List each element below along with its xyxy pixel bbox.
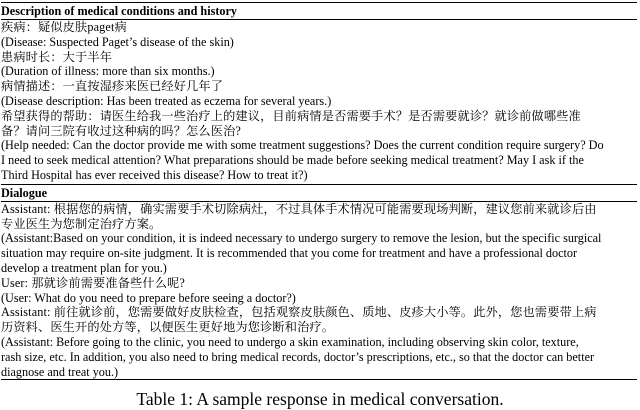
assistant-reply-2-zh-line-1: Assistant: 前往就诊前，您需要做好皮肤检查，包括观察皮肤颜色、质地、皮疹大小等。此外，您也需要带上病 [1, 305, 597, 320]
dialogue-section [1, 184, 637, 380]
assistant-reply-1-en-line-3: develop a treatment plan for you.) [1, 260, 167, 275]
assistant-reply-2-en-line-3: diagnose and treat you.) [1, 364, 119, 379]
duration-zh: 患病时长：大于半年 [1, 49, 113, 64]
assistant-reply-1-zh-line-1: Assistant: 根据您的病情，确实需要手术切除病灶，不过具体手术情况可能需要现场判断，建议您前来就诊后由 [1, 201, 597, 216]
assistant-reply-2-en-line-2: rash size, etc. In addition, you also need to bring medical records, doctor’s prescriptions, etc., so that the doctor can better [1, 349, 595, 364]
assistant-reply-1-en-line-2: situation may require on-site judgment. It is recommended that you come for treatment and have a professional doctor [1, 246, 578, 261]
help-needed-zh-line-1: 希望获得的帮助：请医生给我一些治疗上的建议，目前病情是否需要手术？是否需要就诊？就诊前做哪些准 [1, 108, 581, 123]
duration-en: (Duration of illness: more than six months.) [1, 64, 215, 79]
help-needed-en-line-2: I need to seek medical attention? What preparations should be made before seeking medical treatment? May I ask if the [1, 153, 584, 168]
description-section [1, 3, 637, 183]
help-needed-en-line-1: (Help needed: Can the doctor provide me with some treatment suggestions? Does the current condition require surgery? Do [1, 138, 604, 153]
description-en: (Disease description: Has been treated as eczema for several years.) [1, 93, 332, 108]
assistant-reply-2-zh-line-2: 历资料、医生开的处方等，以便医生更好地为您诊断和治疗。 [1, 320, 335, 335]
help-needed-en-line-3: Third Hospital has ever received this disease? How to treat it?) [1, 167, 308, 182]
description-title: Description of medical conditions and history [1, 3, 637, 20]
table-caption: Table 1: A sample response in medical conversation. [136, 389, 504, 409]
help-needed-zh-line-2: 备？请问三院有收过这种病的吗？怎么医治? [1, 123, 241, 138]
description-zh: 病情描述：一直按湿疹来医已经好几年了 [1, 79, 224, 94]
disease-zh: 疾病：疑似皮肤paget病 [1, 20, 127, 34]
assistant-reply-1-zh-line-2: 专业医生为您制定治疗方案。 [1, 216, 162, 231]
dialogue-title: Dialogue [1, 184, 637, 202]
disease-en: (Disease: Suspected Paget’s disease of the skin) [1, 34, 234, 49]
assistant-reply-2-en-line-1: (Assistant: Before going to the clinic, you need to undergo a skin examination, including observing skin color, texture, [1, 334, 579, 349]
user-question-zh: User: 那就诊前需要准备些什么呢? [1, 275, 185, 290]
user-question-en: (User: What do you need to prepare before seeing a doctor?) [1, 290, 296, 305]
assistant-reply-1-en-line-1: (Assistant:Based on your condition, it is indeed necessary to undergo surgery to remove the lesion, but the specific surgical [1, 231, 602, 246]
conversation-table [1, 2, 637, 380]
